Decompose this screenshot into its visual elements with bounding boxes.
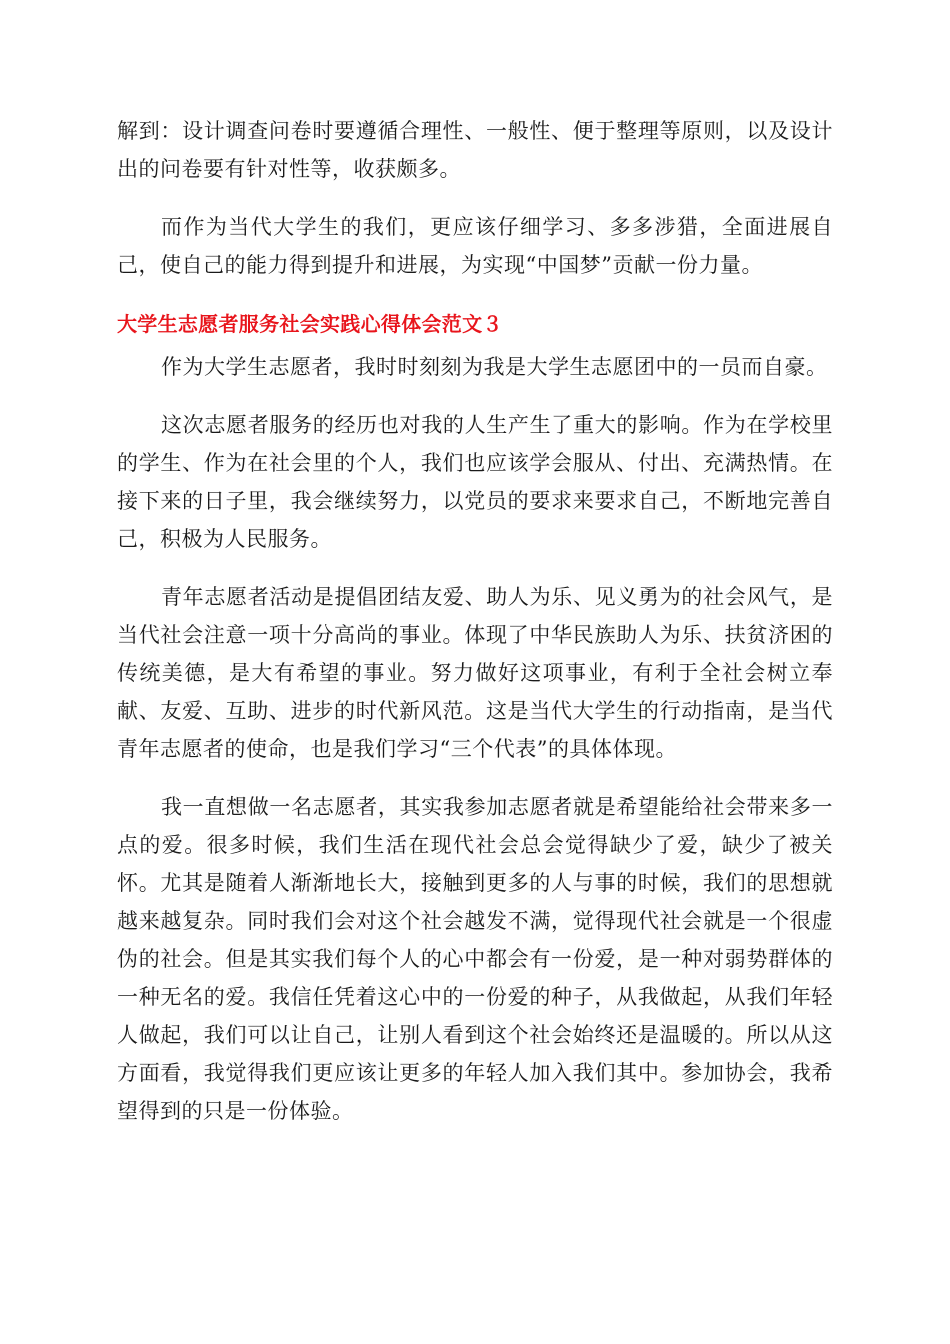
paragraph-continuation: 解到：设计调查问卷时要遵循合理性、一般性、便于整理等原则，以及设计出的问卷要有针对性等，收获颇多。	[117, 119, 833, 181]
section-heading: 大学生志愿者服务社会实践心得体会范文３	[117, 312, 503, 336]
document-body	[117, 112, 833, 1130]
paragraph: 而作为当代大学生的我们，更应该仔细学习、多多涉猎，全面进展自己，使自己的能力得到提升和进展，为实现“中国梦”贡献一份力量。	[117, 215, 833, 277]
paragraph: 青年志愿者活动是提倡团结友爱、助人为乐、见义勇为的社会风气，是当代社会注意一项十分高尚的事业。体现了中华民族助人为乐、扶贫济困的传统美德，是大有希望的事业。努力做好这项事业，有利于全社会树立奉献、友爱、互助、进步的时代新风范。这是当代大学生的行动指南，是当代青年志愿者的使命，也是我们学习“三个代表”的具体体现。	[117, 585, 833, 761]
paragraph: 这次志愿者服务的经历也对我的人生产生了重大的影响。作为在学校里的学生、作为在社会里的个人，我们也应该学会服从、付出、充满热情。在接下来的日子里，我会继续努力，以党员的要求来要求自己，不断地完善自己，积极为人民服务。	[117, 413, 833, 551]
paragraph: 作为大学生志愿者，我时时刻刻为我是大学生志愿团中的一员而自豪。	[161, 355, 828, 379]
paragraph: 我一直想做一名志愿者，其实我参加志愿者就是希望能给社会带来多一点的爱。很多时候，我们生活在现代社会总会觉得缺少了爱，缺少了被关怀。尤其是随着人渐渐地长大，接触到更多的人与事的时候，我们的思想就越来越复杂。同时我们会对这个社会越发不满，觉得现代社会就是一个很虚伪的社会。但是其实我们每个人的心中都会有一份爱，是一种对弱势群体的一种无名的爱。我信任凭着这心中的一份爱的种子，从我做起，从我们年轻人做起，我们可以让自己，让别人看到这个社会始终还是温暖的。所以从这方面看，我觉得我们更应该让更多的年轻人加入我们其中。参加协会，我希望得到的只是一份体验。	[117, 795, 833, 1123]
